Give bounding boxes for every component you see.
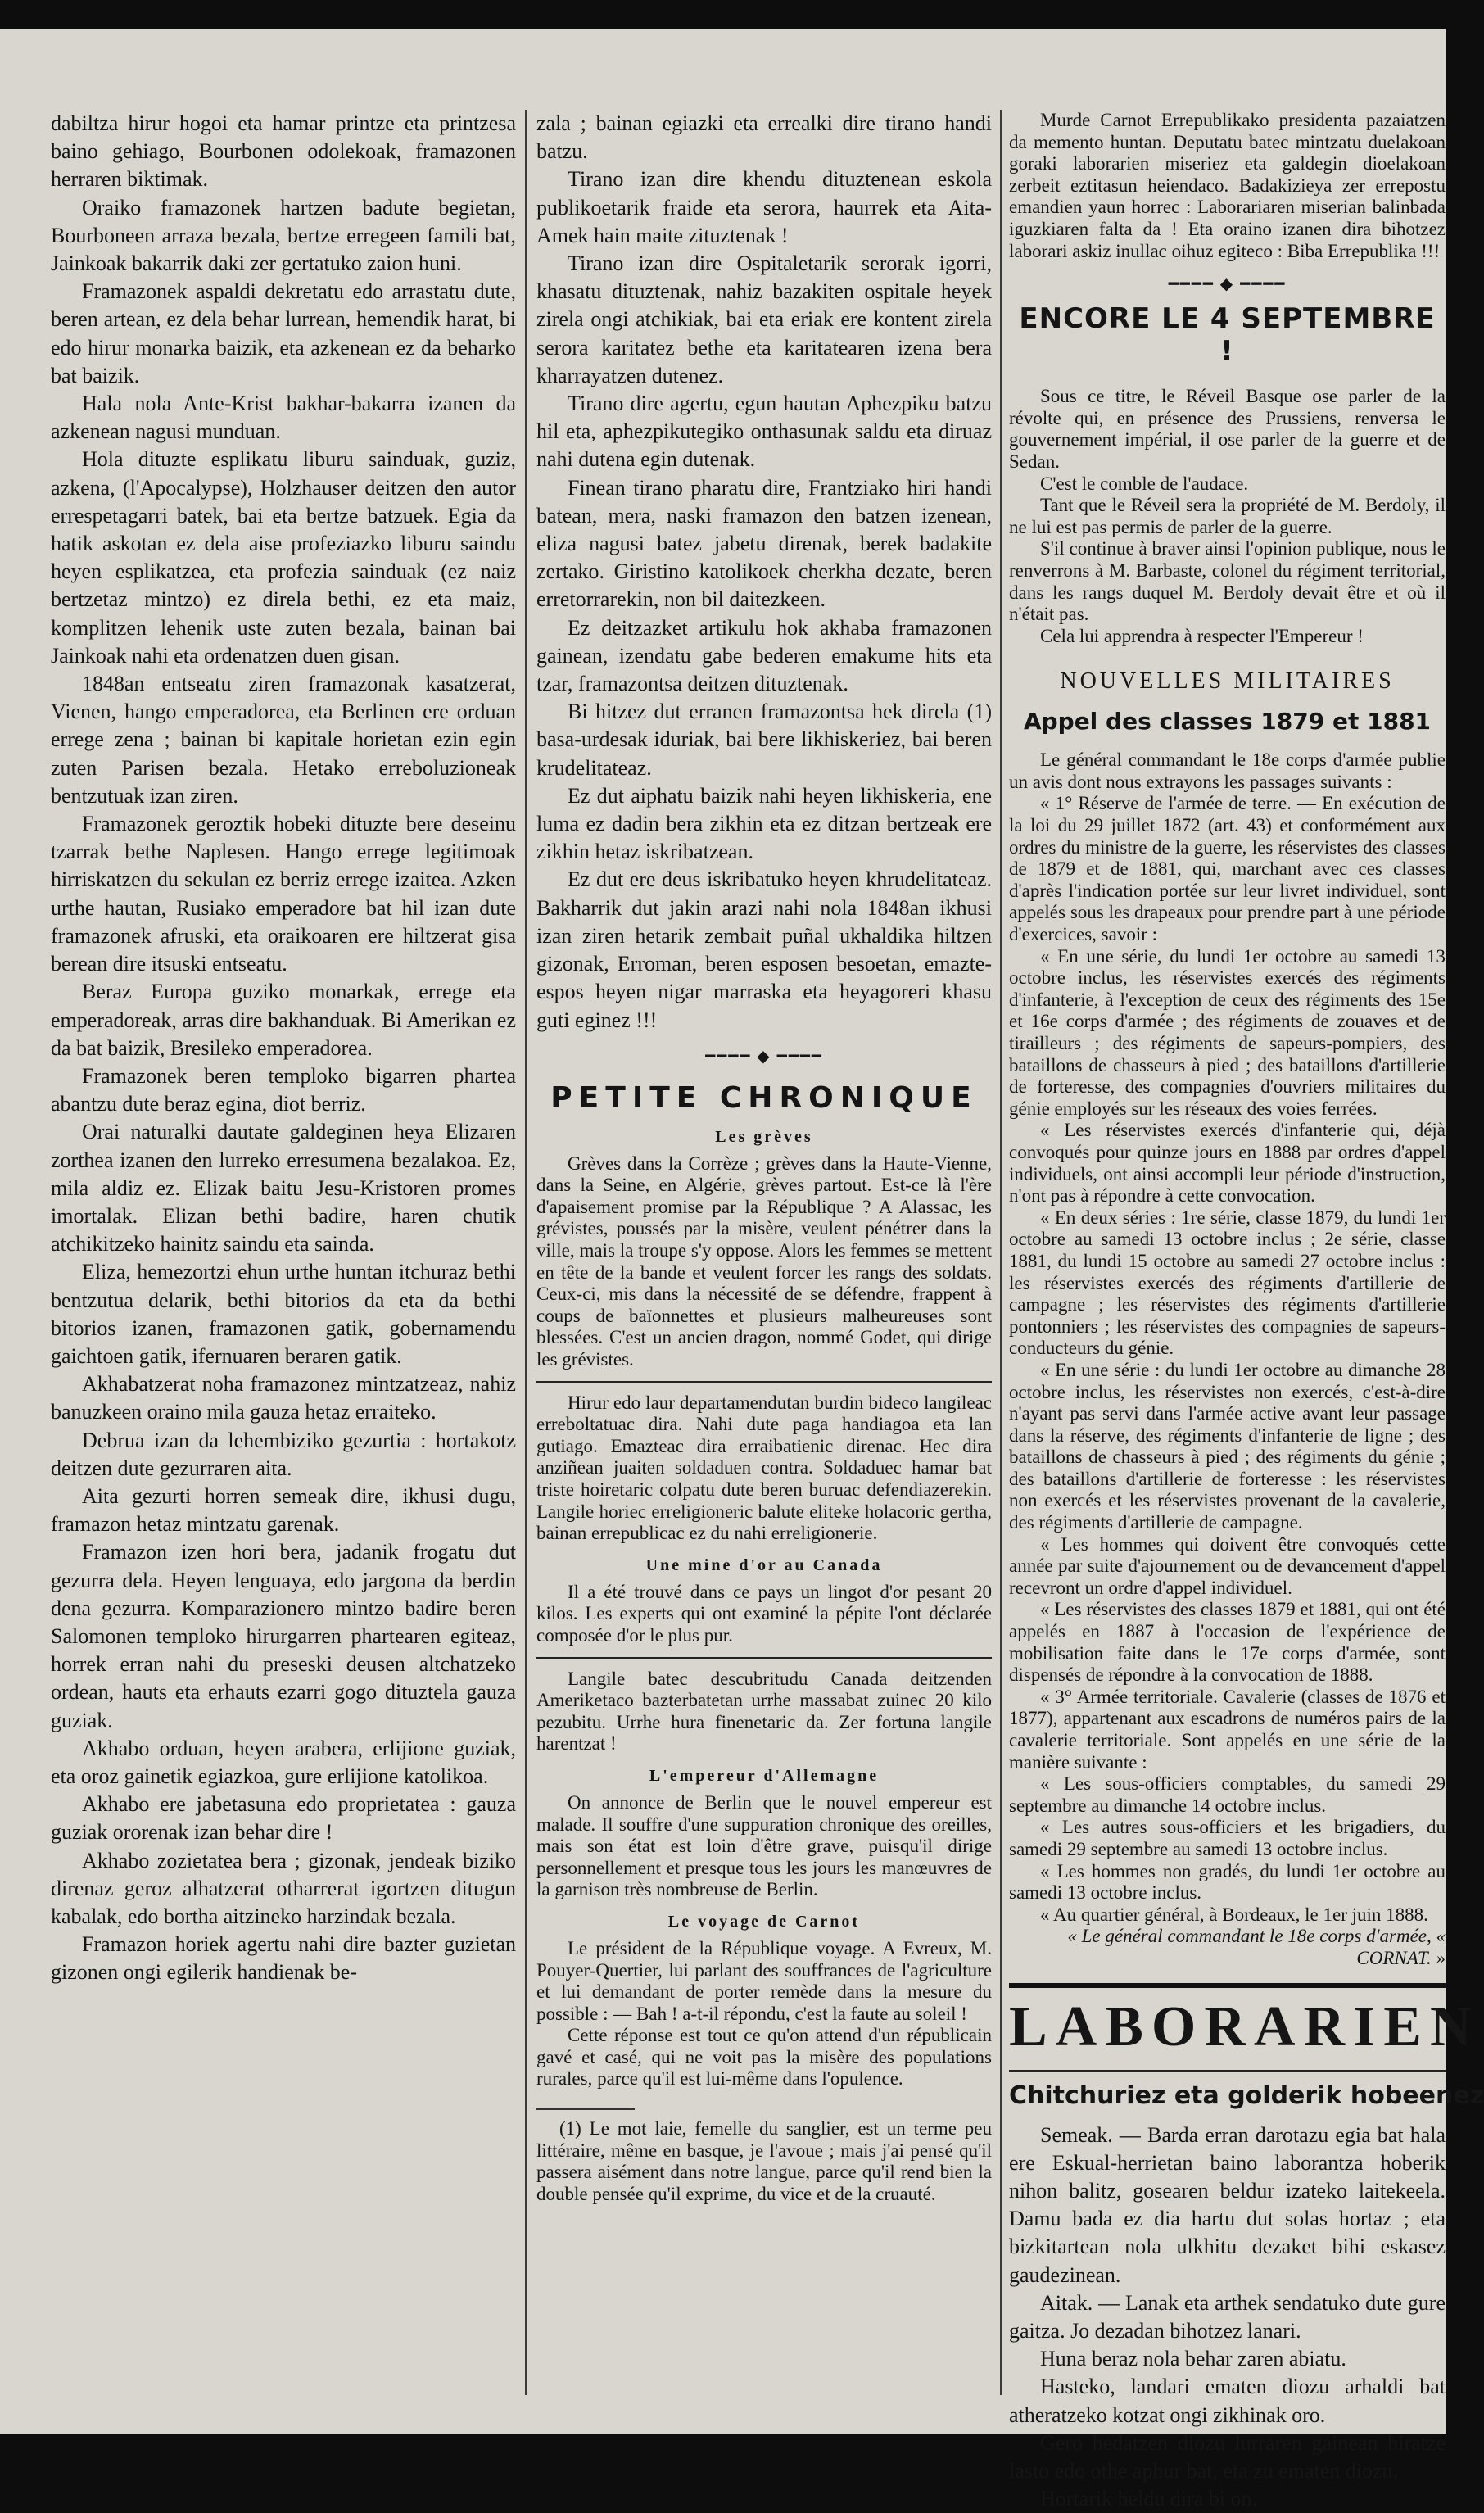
voyage-heading: Le voyage de Carnot	[667, 1912, 861, 1931]
mine-heading: Une mine d'or au Canada	[645, 1555, 883, 1574]
newspaper-page	[0, 29, 1484, 2511]
encore-p1: Sous ce titre, le Réveil Basque ose parler de la révolte qui, en présence des Prussiens, renversa le gouvernement impérial, il ose parler de la guerre et de Sedan.	[1009, 386, 1446, 472]
paragraph: Ez dut ere deus iskribatuko heyen khrudelitateaz. Bakharrik dut jakin arazi nahi nola 1848an ikhusi izan ziren hetarik zembait puñal ukhaldika hiltzen gizonak, Erroman, beren esposen besoetan, emazte-espos heyen nigar marraska eta heyagoreri khasu guti eginez !!!	[536, 867, 992, 1032]
paragraph: « Les sous-officiers comptables, du samedi 29 septembre au dimanche 14 octobre inclus.	[1009, 1773, 1446, 1816]
paragraph: Beraz Europa guziko monarkak, errege eta emperadoreak, arras dire bakhanduak. Bi Amerikan ez da bat baizik, Bresileko emperadorea.	[51, 980, 516, 1060]
paragraph: Eliza, hemezortzi ehun urthe huntan itchuraz bethi bentzutua delarik, bethi bitorios da eta da bethi bitorios izanen, framazonen gatik, gobernamendu gaichtoen gatik, ifernuaren beraren gatik.	[51, 1260, 516, 1368]
footnote: (1) Le mot laie, femelle du sanglier, est un terme peu littéraire, même en basque, je l'avoue ; mais j'ai pensé qu'il passera aisément dans notre langue, parce qu'il rend bien la double pensée qu'il exprime, du vice et de la cruauté.	[536, 2118, 992, 2204]
laborarien-article	[1009, 2121, 1446, 2513]
paragraph: Framazonek aspaldi dekretatu edo arrastatu dute, beren artean, ez dela behar lurrean, hemendik harat, bi edo hirur monarka baizik, eta azkenean ez da beharko bat baizik.	[51, 279, 516, 387]
paragraph: Ez deitzazket artikulu hok akhaba framazonen gainean, izendatu gabe bederen emakume hits eta tzar, framazontsa deitzen dituztenak.	[536, 615, 992, 696]
paragraph: Tirano dire agertu, egun hautan Aphezpiku batzu hil eta, aphezpikutegiko onthasunak saldu eta diruaz nahi dutena egin dutenak.	[536, 392, 992, 472]
paragraph: « 3° Armée territoriale. Cavalerie (classes de 1876 et 1877), appartenant aux escadrons de numéros pairs de la cavalerie territoriale. Sont appelés en une série de la manière suivante :	[1009, 1686, 1446, 1773]
paragraph: Ez dut aiphatu baizik nahi heyen likhiskeria, ene luma ez dadin bera zikhin eta ez ditzan bertzeak ere zikhin hetaz iskribatzean.	[536, 783, 992, 864]
paragraph: Framazonek geroztik hobeki dituzte bere deseinu tzarrak bethe Naplesen. Hango errege legitimoak hirriskatzen du sekulan ez berriz errege izaitea. Azken urthe hautan, Rusiako emperadore bat hil izan dute framazonek afruski, eta oraikoaren ere hiltzerat gisa berean dire itsuski entseatu.	[51, 812, 516, 976]
laborarien-subheading: Chitchuriez eta golderik hobeenez	[1009, 2081, 1484, 2110]
paragraph: Hola dituzte esplikatu liburu sainduak, guziz, azkena, (l'Apocalypse), Holzhauser deitzen den autor errespetagarri batek, bai eta bertze batzuek. Egia da hatik askotan ez dela aise profeziazko liburu saindu heyen esplikatzea, eta profezia sainduak (ez naiz bertzetaz mintzo) ez direla bethi, ez eta maiz, komplitzen lehenik uste zuten bezala, bainan bai Jainkoak nahi eta ordenatzen duen gisan.	[51, 447, 516, 668]
greves-heading: Les grèves	[715, 1127, 813, 1146]
paragraph: Debrua izan da lehembiziko gezurtia : hortakotz deitzen dute gezurraren aita.	[51, 1428, 516, 1480]
encore-p4: S'il continue à braver ainsi l'opinion publique, nous le renverrons à M. Barbaste, colonel du régiment territorial, dans les rangs duquel M. Berdoly devait être et où il n'était pas.	[1009, 538, 1446, 625]
paragraph: « Les hommes non gradés, du lundi 1er octobre au samedi 13 octobre inclus.	[1009, 1860, 1446, 1904]
paragraph: Finean tirano pharatu dire, Frantziako hiri handi batean, mera, naski framazon den batzen izenean, eliza nagusi batez jabetu direnak, berek badakite zertako. Giristino katolikoek cherkha dezate, beren erretorrarekin, non bil daitezkeen.	[536, 475, 992, 612]
paragraph: Framazon izen hori bera, jadanik frogatu dut gezurra dela. Heyen lenguaya, edo jargona da berdin dena gezurra. Komparazionero mintzo badire beren Salomonen temploko hirurgarren phartearen egiteaz, horrek erran nahi du preseski deusen altchatzeko ordean, hauts eta erhauts ezarri gogo dituztela gauza guziak.	[51, 1540, 516, 1732]
encore-article	[1009, 386, 1446, 647]
greves-eu: Hirur edo laur departamendutan burdin bideco langileac erreboltatuac dira. Nahi dute paga handiagoa eta lan gutiago. Emazteac dira erraibatienic direnac. Hec dira anziñean juaiten soldaduen contra. Soldaduec hamar bat triste hoiretaric colpatu dute beren buruac defendiazerekin. Langile horiec erreligioneric balute eliteke holacoric gertha, bainan errepublicac ez du nahi erreligionerie.	[536, 1392, 992, 1544]
paragraph: Aita gezurti horren semeak dire, ikhusi dugu, framazon hetaz mintzatu garenak.	[51, 1483, 516, 1537]
greves-fr: Grèves dans la Corrèze ; grèves dans la Haute-Vienne, dans la Seine, en Algérie, grèves partout. Est-ce là l'ère d'apaisement promise par la République ? A Alassac, les grévistes, poussés par la misère, veulent pénétrer dans la ville, mais la troupe s'y oppose. Alors les femmes se mettent en tête de la bande et veulent forcer les rangs des soldats. Ceux-ci, mis dans la nécessité de se défendre, frappent à coups de baïonnettes et plusieurs malheureuses sont blessées. C'est un ancien dragon, nommé Godet, qui dirige les grévistes.	[536, 1152, 992, 1370]
paragraph: 1848an entseatu ziren framazonak kasatzerat, Vienen, hango emperadorea, eta Berlinen ere orduan errege zena ; bainan bi kapitale horietan ezin egin zuten Parisen bezala. Hetako erreboluzioneak bentzutuak izan ziren.	[51, 672, 516, 808]
paragraph: « En une série, du lundi 1er octobre au samedi 13 octobre inclus, les réservistes exercés des régiments d'infanterie, à l'exception de ceux des régiments des 15e et 16e corps d'armée ; des régiments de zouaves et de tirailleurs ; des régiments de sapeurs-pompiers, des bataillons de chasseurs à pied ; des bataillons d'artillerie de forteresse, des compagnies d'ouvriers militaires du génie employés sur les réseaux des voies ferrées.	[1009, 945, 1446, 1119]
paragraph: Akhabatzerat noha framazonez mintzatzeaz, nahiz banuzkeen oraino mila gauza hetaz erraiteko.	[51, 1372, 516, 1424]
paragraph: Akhabo orduan, heyen arabera, erlijione guziak, eta oroz gainetik egiazkoa, gure erlijione katolikoa.	[51, 1736, 516, 1788]
encore-heading: ENCORE LE 4 SEPTEMBRE !	[1019, 302, 1436, 369]
paragraph: dabiltza hirur hogoi eta hamar printze eta printzesa baino gehiago, Bourbonen odolekoak, framazonen herraren biktimak.	[51, 111, 516, 192]
paragraph: « Les réservistes exercés d'infanterie qui, déjà convoqués pour quinze jours en 1888 par ordres d'appel individuels, ont ainsi accompli leur période d'instruction, n'ont pas à répondre à cette convocation.	[1009, 1120, 1446, 1207]
paragraph: Tirano izan dire Ospitaletarik serorak igorri, khasatu dituztenak, nahiz bazakiten ospitale heyek zirela ongi atchikiak, bai eta eriak ere kontent zirela serora karitatez bethe eta karitatearen izena bera kharrayatzen dutenez.	[536, 251, 992, 387]
column-right	[1009, 110, 1484, 2511]
paragraph: « Les autres sous-officiers et les brigadiers, du samedi 29 septembre au samedi 13 octobre inclus.	[1009, 1817, 1446, 1859]
ornament-divider: ━━━━ ◆ ━━━━	[705, 1047, 823, 1066]
paragraph: Oraiko framazonek hartzen badute begietan, Bourboneen arraza bezala, bertze erregeen famili bat, Jainkoak bakarrik daki zer gertatuko zaion huni.	[51, 195, 516, 276]
paragraph: Tirano izan dire khendu dituztenean eskola publikoetarik fraide eta serora, haurrek eta Aita-Amek hain maite zituztenak !	[536, 167, 992, 247]
chronique-items	[536, 1128, 992, 2206]
footnote-rule	[536, 2108, 635, 2110]
paragraph: Framazonek beren temploko bigarren phartea abantzu dute beraz egina, diot berriz.	[51, 1063, 516, 1116]
nouvelles-militaires-heading: NOUVELLES MILITAIRES	[1060, 668, 1395, 695]
paragraph: Semeak. — Barda erran darotazu egia bat hala ere Eskual-herrietan baino laborantza hoberik nihon balitz, gosearen beldur izateko laitekeela. Damu bada ez dia hartu dut solas hortaz ; eta bizkitartean nola ulkhitu dezaket bihi eskasez gaudezinean.	[1009, 2122, 1446, 2287]
carnot-basque	[1009, 110, 1446, 262]
paragraph: Orai naturalki dautate galdeginen heya Elizaren zorthea izanen den lurreko erresumena bezalakoa. Ez, mila aldiz ez. Elizak baitu Jesu-Kristoren promes imortalak. Elizan bethi badire, haren chutik atchikitzeko hainitz saindu eta sainda.	[51, 1120, 516, 1256]
paragraph: Bi hitzez dut erranen framazontsa hek direla (1) basa-urdesak iduriak, bai bere likhiskeriez, bai beren krudelitateaz.	[536, 700, 992, 780]
ornament-divider: ━━━━ ◆ ━━━━	[1168, 275, 1287, 294]
signature: « Le général commandant le 18e corps d'armée, « CORNAT. »	[1067, 1926, 1446, 1968]
encore-p2: C'est le comble de l'audace.	[1040, 473, 1249, 494]
empereur-fr: On annonce de Berlin que le nouvel empereur est malade. Il souffre d'une suppuration chronique des oreilles, mais son état est loin d'être grave, puisqu'il dirige personnellement et presque tous les jours les manœuvres de la garnison très nombreuse de Berlin.	[536, 1791, 992, 1900]
paragraph: Hala nola Ante-Krist bakhar-bakarra izanen da azkenean nagusi munduan.	[51, 392, 516, 444]
mine-eu: Langile batec descubritudu Canada deitzenden Ameriketaco bazterbatetan urrhe massabat zuinec 20 kilo pezubitu. Urrhe hura finenetaric da. Zer fortuna langile harentzat !	[536, 1668, 992, 1755]
appel-classes-heading: Appel des classes 1879 et 1881	[1023, 708, 1432, 736]
paragraph: Hasteko, landari ematen diozu arhaldi bat atheratzeko kotzat ongi zikhinak oro.	[1009, 2375, 1446, 2427]
column-basque-framazon	[51, 110, 516, 2420]
column-middle	[536, 110, 992, 2395]
empereur-heading: L'empereur d'Allemagne	[649, 1766, 880, 1785]
section-rule	[1009, 1983, 1446, 1988]
paragraph: « 1° Réserve de l'armée de terre. — En exécution de la loi du 29 juillet 1872 (art. 43) et conformément aux ordres du ministre de la guerre, les réservistes des classes de 1879 et de 1881, qui, marchant avec ces classes d'après l'indication portée sur leur livret individuel, sont appelés sous les drapeaux pour prendre part à une période d'exercices, savoir :	[1009, 793, 1446, 945]
divider	[536, 1381, 992, 1383]
paragraph: zala ; bainan egiazki eta errealki dire tirano handi batzu.	[536, 111, 992, 164]
paragraph: « Au quartier général, à Bordeaux, le 1er juin 1888.	[1040, 1904, 1428, 1925]
column-divider	[525, 110, 527, 2395]
paragraph: Akhabo zozietatea bera ; gizonak, jendeak biziko direnaz geroz alhatzerat otharrerat igortzen ditugun kabalak, edo bortha aitzineko harzindak bezala.	[51, 1848, 516, 1928]
column-divider	[1000, 110, 1002, 2395]
petite-chronique-heading: PETITE CHRONIQUE	[550, 1080, 978, 1115]
carnot-eu: Murde Carnot Errepublikako presidenta pazaiatzen da memento huntan. Deputatu batec mintzatu duelakoan goraki laborarien miseriez eta galdegin dioelakoan zerbeit eztitasun heiendaco. Badakizieya zer errepostu emandien yaun horrec : Laborariaren miserian balinbada iguzkiaren falta da ! Eta oraino izanen dira bihotzez laborari askiz inullac oihuz egiteco : Biba Errepublika !!!	[1009, 110, 1446, 261]
military-signature	[1009, 1926, 1446, 1969]
divider	[1009, 2070, 1446, 2072]
paragraph: « En une série : du lundi 1er octobre au dimanche 28 octobre inclus, les réservistes non exercés, c'est-à-dire n'ayant pas servi dans l'armée active avant leur passage dans la réserve, des régiments d'infanterie de ligne ; des bataillons de chasseurs à pied ; des régiments du génie ; des bataillons d'artillerie de forteresse : les réservistes non exercés et les réservistes provenant de la cavalerie, des régiments d'artillerie de campagne.	[1009, 1359, 1446, 1533]
encore-p3: Tant que le Réveil sera la propriété de M. Berdoly, il ne lui est pas permis de parler de la guerre.	[1009, 495, 1446, 537]
paragraph: Hortarik heldu dira bi on.	[1040, 2487, 1257, 2511]
paragraph: « En deux séries : 1re série, classe 1879, du lundi 1er octobre au samedi 13 octobre inclus ; 2e série, classe 1881, du lundi 15 octobre au samedi 27 octobre inclus : les réservistes exercés des régiments d'artillerie de campagne ; les réservistes des régiments d'artillerie pontonniers ; les réservistes des compagnies de sapeurs-conducteurs du génie.	[1009, 1207, 1446, 1359]
paragraph: Aitak. — Lanak eta arthek sendatuko dute gure gaitza. Jo dezadan bihotzez lanari.	[1009, 2290, 1446, 2343]
voyage-fr-2: Cette réponse est tout ce qu'on attend d'un républicain gavé et casé, qui ne voit pas la misère des populations rurales, parce qu'il est lui-même dans l'opulence.	[536, 2025, 992, 2090]
basque-article-continued	[536, 110, 992, 1035]
divider	[536, 1657, 992, 1659]
military-notice	[1009, 749, 1446, 1926]
paragraph: Huna beraz nola behar zaren abiatu.	[1040, 2347, 1346, 2371]
paragraph: Gero hedatzen diozu lurraren gainean hiratze lasto edo othe aphur bat, eta zu ematen diozu.	[1009, 2430, 1446, 2483]
voyage-fr-1: Le président de la République voyage. A Evreux, M. Pouyer-Quertier, lui parlant des souffrances de l'agriculture et lui demandant de porter remède dans la mesure du possible : — Bah ! a-t-il répondu, c'est la faute au soleil !	[536, 1937, 992, 2024]
paragraph: Le général commandant le 18e corps d'armée publie un avis dont nous extrayons les passages suivants :	[1009, 749, 1446, 792]
paragraph: Framazon horiek agertu nahi dire bazter guzietan gizonen ongi egilerik handienak be-	[51, 1932, 516, 1985]
mine-fr: Il a été trouvé dans ce pays un lingot d'or pesant 20 kilos. Les experts qui ont examiné la pépite l'ont déclarée composée d'or le plus pur.	[536, 1581, 992, 1646]
encore-p5: Cela lui apprendra à respecter l'Empereur !	[1040, 625, 1364, 646]
paragraph: Akhabo ere jabetasuna edo proprietatea : gauza guziak ororenak izan behar dire !	[51, 1792, 516, 1845]
paragraph: « Les hommes qui doivent être convoqués cette année par suite d'ajournement ou de devancement d'appel recevront un ordre d'appel individuel.	[1009, 1533, 1446, 1598]
laborarien-heading: LABORARIEN	[1009, 1995, 1480, 2058]
paragraph: « Les réservistes des classes 1879 et 1881, qui ont été appelés en 1887 à l'occasion de l'expérience de mobilisation faite dans le 17e corps d'armée, sont dispensés de répondre à la convocation de 1888.	[1009, 1599, 1446, 1686]
